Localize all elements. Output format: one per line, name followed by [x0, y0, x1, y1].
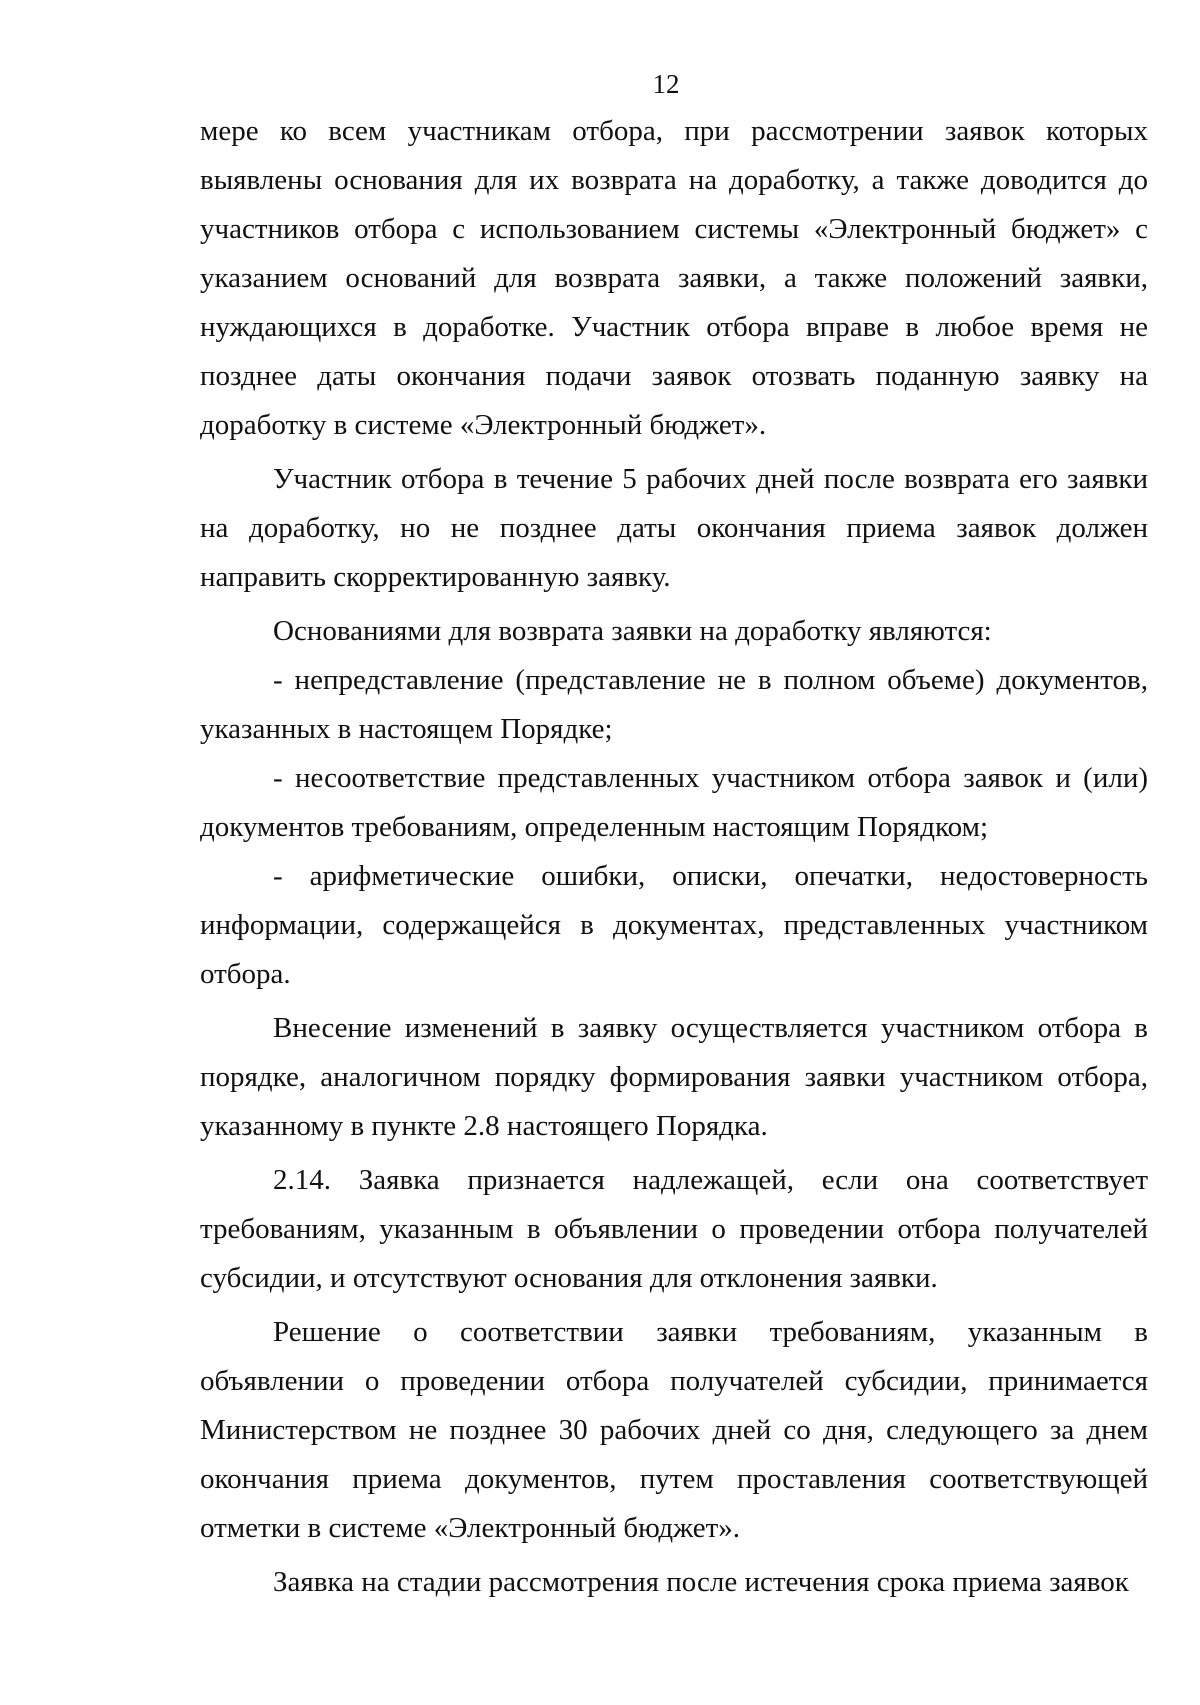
paragraph-resubmission-deadline: Участник отбора в течение 5 рабочих дней после возврата его заявки на доработку, но не позднее даты окончания приема заявок должен направить скорректированную заявку. — [200, 463, 1148, 593]
document-body — [200, 107, 1148, 1607]
paragraph-review-stage: Заявка на стадии рассмотрения после истечения срока приема заявок — [273, 1566, 1129, 1598]
page-number: 12 — [652, 69, 680, 99]
paragraph-return-grounds-heading: Основаниями для возврата заявки на доработку являются: — [273, 615, 992, 647]
paragraph-return-notice: мере ко всем участникам отбора, при рассмотрении заявок которых выявлены основания для их возврата на доработку, а также доводится до участников отбора с использованием системы «Электронный бюджет» с указанием оснований для возврата заявки, а также положений заявки, нуждающихся в доработке. Участник отбора вправе в любое время не позднее даты окончания подачи заявок отозвать поданную заявку на доработку в системе «Электронный бюджет». — [200, 115, 1148, 441]
paragraph-amendments: Внесение изменений в заявку осуществляется участником отбора в порядке, аналогичном порядку формирования заявки участником отбора, указанному в пункте 2.8 настоящего Порядка. — [200, 1012, 1148, 1142]
list-item-missing-documents: - непредставление (представление не в полном объеме) документов, указанных в настоящем Порядке; — [200, 664, 1148, 745]
list-item-errors: - арифметические ошибки, описки, опечатки, недостоверность информации, содержащейся в документах, представленных участником отбора. — [200, 860, 1148, 990]
paragraph-2-14-proper-application: 2.14. Заявка признается надлежащей, если она соответствует требованиям, указанным в объявлении о проведении отбора получателей субсидии, и отсутствуют основания для отклонения заявки. — [200, 1164, 1148, 1294]
list-item-noncompliance: - несоответствие представленных участником отбора заявок и (или) документов требованиям, определенным настоящим Порядком; — [200, 762, 1148, 843]
paragraph-compliance-decision: Решение о соответствии заявки требованиям, указанным в объявлении о проведении отбора получателей субсидии, принимается Министерством не позднее 30 рабочих дней со дня, следующего за днем окончания приема документов, путем проставления соответствующей отметки в системе «Электронный бюджет». — [200, 1316, 1148, 1544]
